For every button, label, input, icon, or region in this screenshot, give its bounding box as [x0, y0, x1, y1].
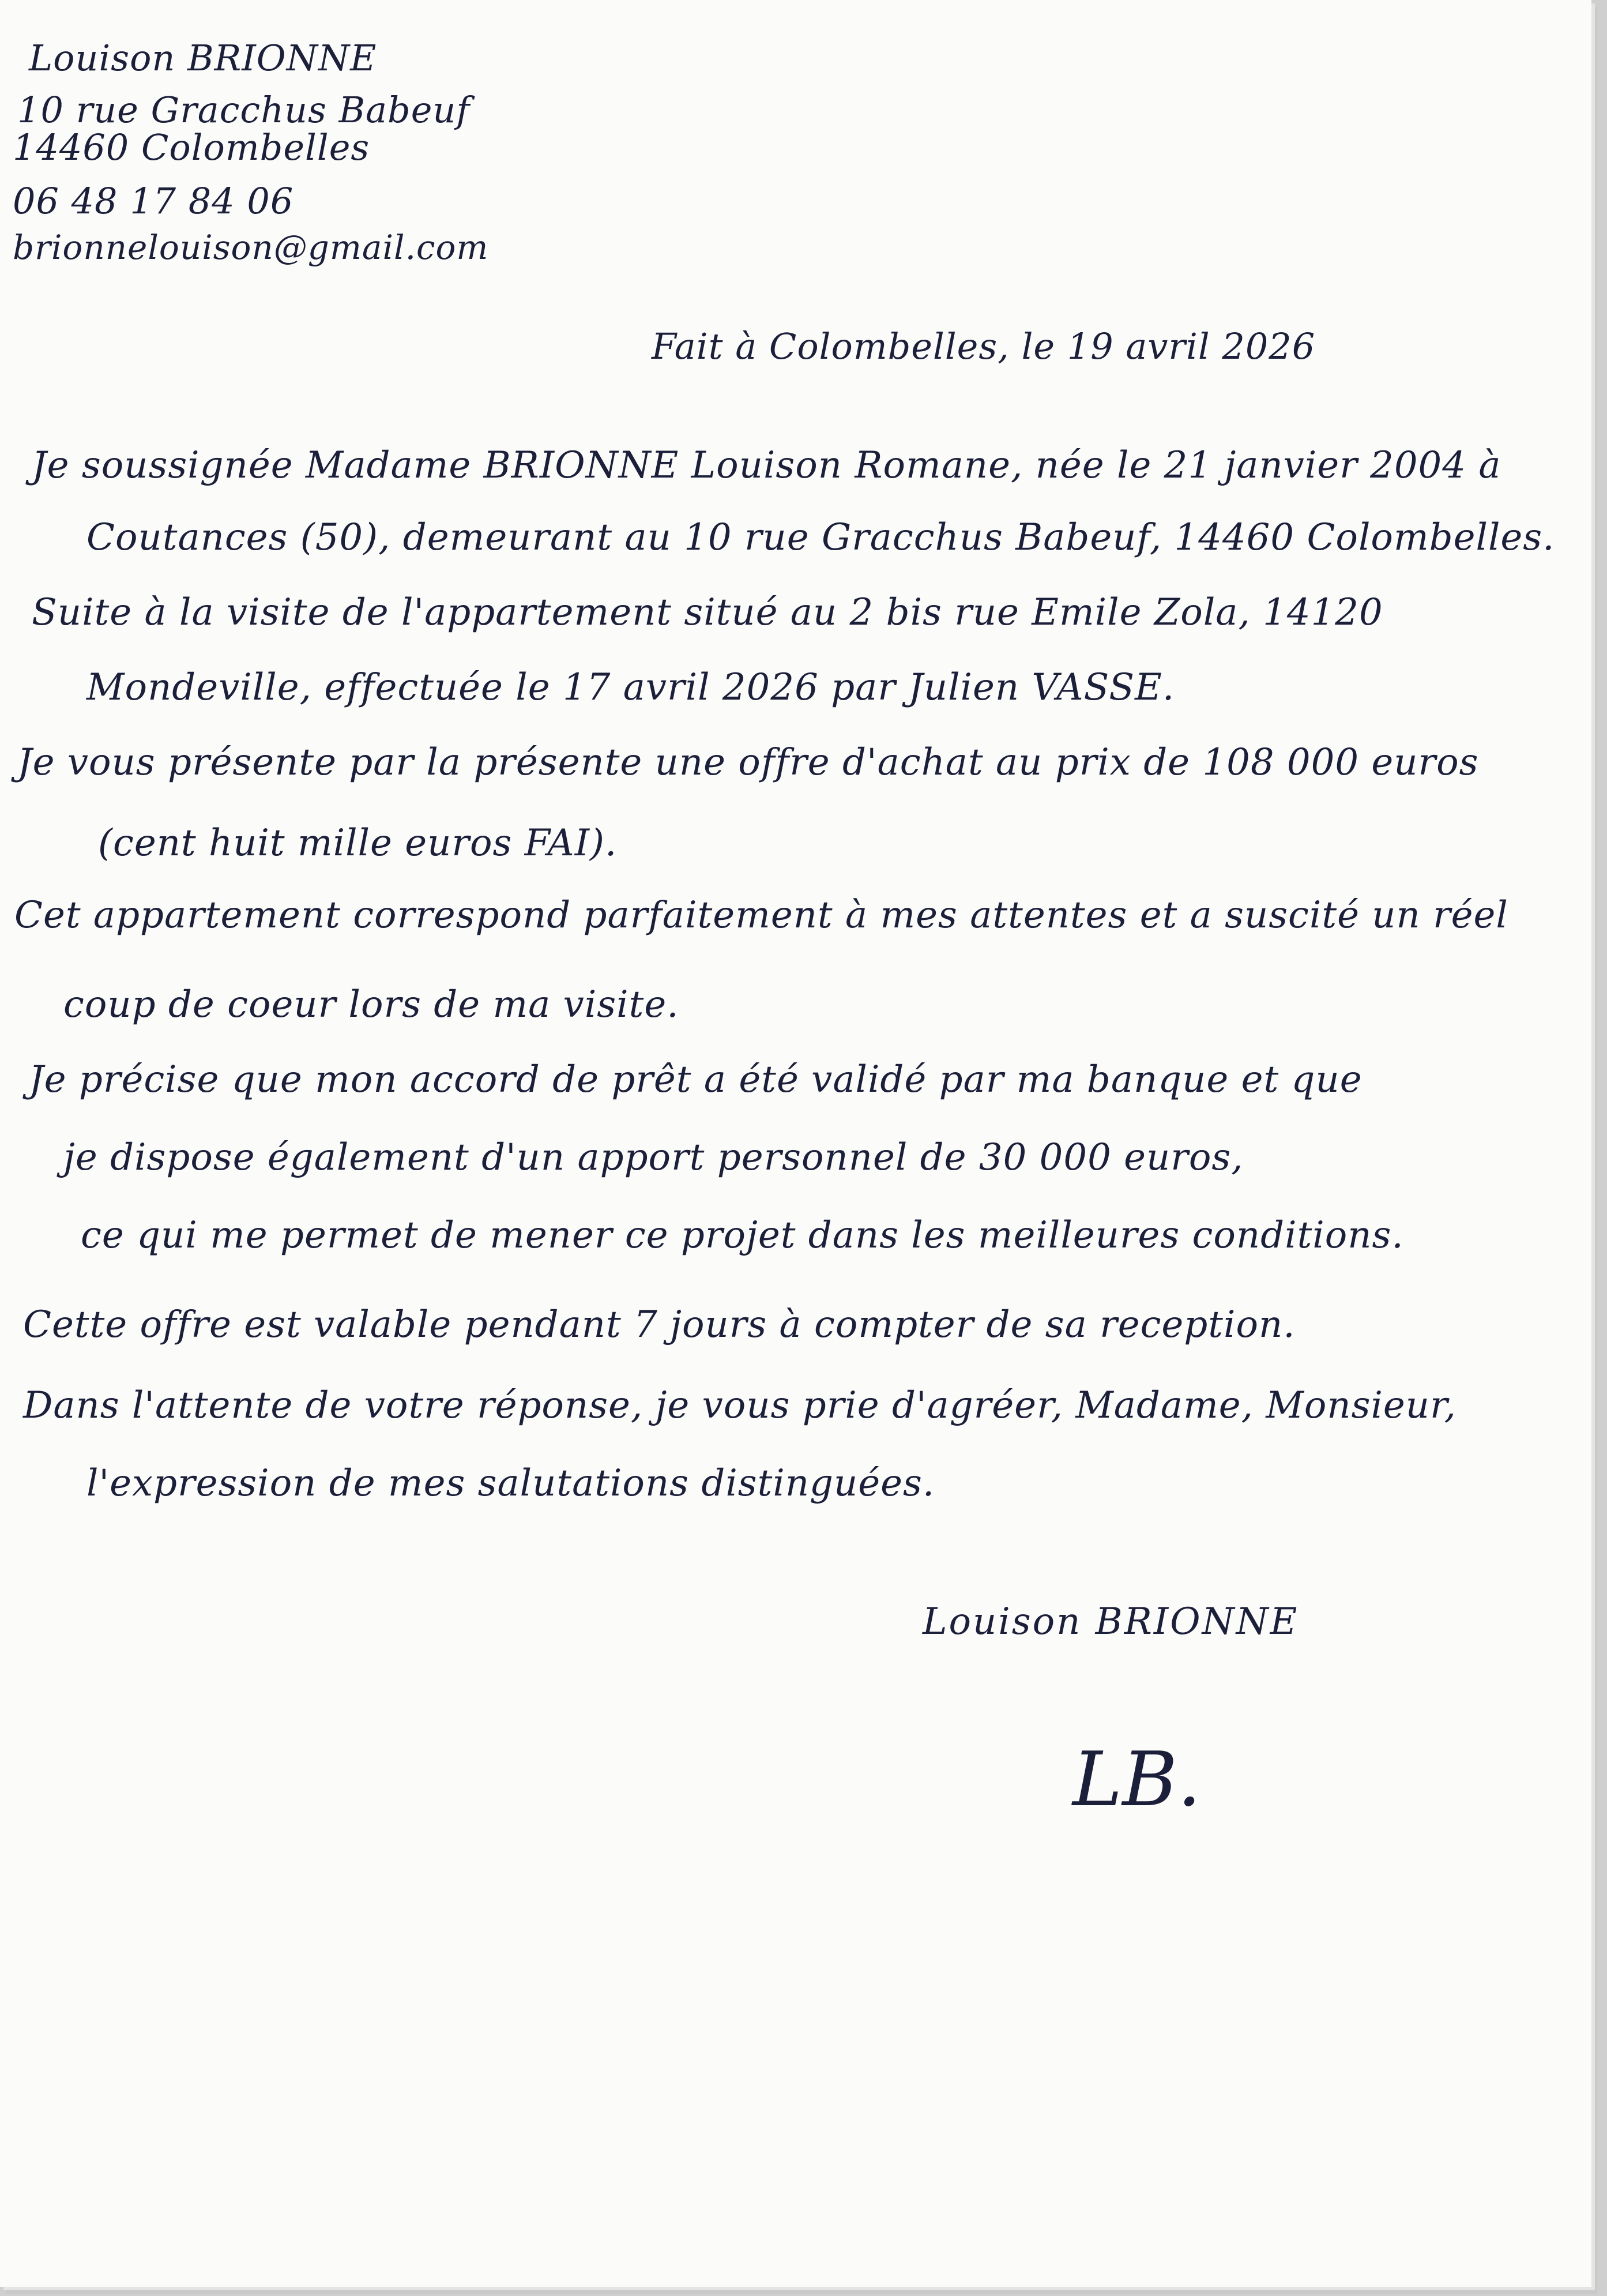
body-line: Cette offre est valable pendant 7 jours à compter de sa reception. [23, 1303, 1296, 1346]
signature-name: Louison BRIONNE [923, 1600, 1299, 1643]
body-line: ce qui me permet de mener ce projet dans les meilleures conditions. [81, 1214, 1404, 1257]
body-line: Mondeville, effectuée le 17 avril 2026 par Julien VASSE. [86, 666, 1175, 709]
body-line: Cet appartement correspond parfaitement à mes attentes et a suscité un réel [14, 894, 1508, 937]
handwritten-signature: LB. [1072, 1735, 1202, 1823]
sender-email: brionnelouison@gmail.com [13, 228, 489, 267]
sender-city: 14460 Colombelles [13, 126, 370, 168]
sender-phone: 06 48 17 84 06 [13, 180, 294, 222]
sender-street: 10 rue Gracchus Babeuf [17, 89, 471, 131]
date-line: Fait à Colombelles, le 19 avril 2026 [652, 325, 1316, 367]
body-line: je dispose également d'un apport personnel de 30 000 euros, [63, 1136, 1244, 1179]
body-line: l'expression de mes salutations distinguées. [86, 1462, 935, 1505]
body-line: Suite à la visite de l'appartement situé au 2 bis rue Emile Zola, 14120 [32, 591, 1383, 634]
body-line: Je soussignée Madame BRIONNE Louison Romane, née le 21 janvier 2004 à [32, 444, 1501, 487]
body-line: (cent huit mille euros FAI). [98, 822, 618, 865]
body-line: coup de coeur lors de ma visite. [63, 983, 679, 1026]
body-line: Je vous présente par la présente une offre d'achat au prix de 108 000 euros [17, 741, 1479, 784]
body-line: Coutances (50), demeurant au 10 rue Gracchus Babeuf, 14460 Colombelles. [86, 516, 1555, 559]
body-line: Je précise que mon accord de prêt a été validé par ma banque et que [29, 1058, 1363, 1101]
body-line: Dans l'attente de votre réponse, je vous prie d'agréer, Madame, Monsieur, [23, 1384, 1457, 1427]
sender-name: Louison BRIONNE [29, 37, 377, 79]
